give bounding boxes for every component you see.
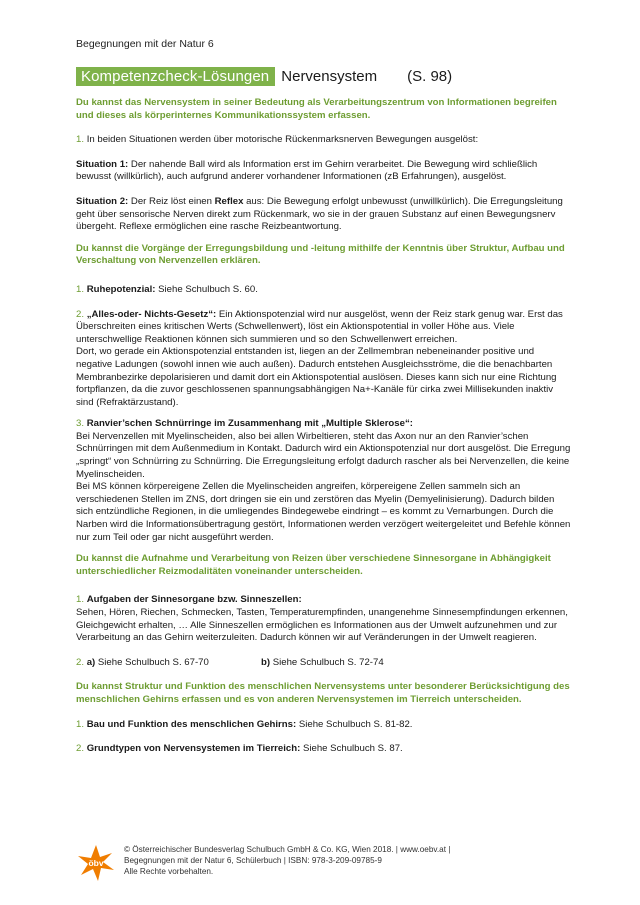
answer-text: Siehe Schulbuch S. 60. <box>155 283 258 295</box>
goal-1: Du kannst das Nervensystem in seiner Bedeutung als Verarbeitungszentrum von Informationen begreifen und dieses als körperinternes Kommunikationssystem erfassen. <box>76 97 557 121</box>
question-text: In beiden Situationen werden über motorische Rückenmarksnerven Bewegungen ausgelöst: <box>86 134 479 146</box>
answer-ranvier-text: Bei Nervenzellen mit Myelinscheiden, also bei allen Wirbeltieren, steht das Axon nur an den Ranvier’schen Schnürringen mit dem Außenmedium in Kontakt. Dadurch wird ein Aktionspotenzial nur dort ausgelöst. Die Erregung „springt“ von Schnürring zu Schnürring. Die Erregungsleitung erfolgt dadurch rascher als bei Nervenzellen, die keine Myelinscheiden. <box>76 430 571 480</box>
title-row <box>76 67 452 86</box>
answer-text: Siehe Schulbuch S. 87. <box>300 743 403 755</box>
answer-number: 2. <box>76 656 85 668</box>
answer-sub-label: a) <box>86 656 96 668</box>
situation-label: Situation 2: <box>76 195 129 207</box>
answer-sinnesorgane <box>76 594 572 607</box>
answer-sinnesorgane-text: Sehen, Hören, Riechen, Schmecken, Tasten, Temperaturempfinden, unangenehme Sinnesempfindungen erkennen, Gleichgewicht erhalten, … Alle Sinneszellen ermöglichen es Informationen aus der Umwelt aufzunehmen und zur Verarbeitung an das Gehirn weiterzuleiten. Dadurch können wir auf Veränderungen in der Umwelt reagieren. <box>76 607 568 644</box>
situation-text-pre: Der Reiz löst einen <box>130 195 215 207</box>
reflex-term: Reflex <box>214 195 244 207</box>
answer-text: Siehe Schulbuch S. 67-70 <box>95 656 209 668</box>
situation-text: aus: Die Bewegung erfolgt unbewusst (unwillkürlich). Die Erregungsleitung geht über sensorische Nerven direkt zum Rückenmark, wo sie in der grauen Substanz auf einen Bewegungsnerv übergeht. Reflexe ermöglichen eine rasche Reizbeantwortung. <box>76 195 563 233</box>
rights-line: Alle Rechte vorbehalten. <box>124 867 214 876</box>
goal-3: Du kannst die Aufnahme und Verarbeitung von Reizen über verschiedene Sinnesorgane in Abhängigkeit unterschiedlicher Reizmodalitäten voneinander unterscheiden. <box>76 553 551 577</box>
answer-number: 3. <box>76 418 85 430</box>
title-topic: Nervensystem <box>281 68 378 85</box>
answer-alles-oder-nichts <box>76 309 572 347</box>
question-1 <box>76 134 572 147</box>
answer-label: „Alles-oder- Nichts-Gesetz“: <box>86 308 217 320</box>
oebv-logo-icon <box>76 843 116 883</box>
book-info-line: Begegnungen mit der Natur 6, Schülerbuch | ISBN: 978-3-209-09785-9 <box>124 856 382 865</box>
answer-label: Ruhepotenzial: <box>86 283 156 295</box>
answer-number: 2. <box>76 308 85 320</box>
footer-text <box>124 844 450 877</box>
answer-label: Bau und Funktion des menschlichen Gehirns: <box>86 718 297 730</box>
answer-gehirn <box>76 719 572 732</box>
situation-1 <box>76 159 572 184</box>
situation-text: Der nahende Ball wird als Information erst im Gehirn verarbeitet. Die Bewegung wird schließlich bewusst (willkürlich), auch aufgrund anderer vorhandener Informationen (zB Erfahrungen), ausgelöst. <box>76 158 538 183</box>
answer-label: Grundtypen von Nervensystemen im Tierreich: <box>86 743 301 755</box>
answer-number: 1. <box>76 718 85 730</box>
content <box>76 97 572 756</box>
answer-2b <box>261 657 446 670</box>
answer-text: Siehe Schulbuch S. 81-82. <box>296 718 413 730</box>
goal-4: Du kannst Struktur und Funktion des menschlichen Nervensystems unter besonderer Berücksichtigung des menschlichen Gehirns erfassen und es von anderen Nervensystemen im Tierreich unterscheiden. <box>76 681 570 705</box>
logo-text: öbv <box>88 858 104 868</box>
goal-2: Du kannst die Vorgänge der Erregungsbildung und -leitung mithilfe der Kenntnis über Struktur, Aufbau und Verschaltung von Nervenzellen erklären. <box>76 242 565 267</box>
answer-label: Ranvier’schen Schnürringe im Zusammenhang mit „Multiple Sklerose“: <box>86 418 413 430</box>
answer-number: 1. <box>76 594 85 606</box>
title-badge: Kompetenzcheck-Lösungen <box>76 67 275 86</box>
footer <box>76 843 572 883</box>
answer-2-row <box>76 657 572 670</box>
answer-alles-oder-nichts-cont: Dort, wo gerade ein Aktionspotenzial entstanden ist, liegen an der Zellmembran nebeneinander positive und negative Ladungen (sowohl innen wie auch außen). Dadurch entstehen Ausgleichsströme, die die benachbarten Membranbezirke depolarisieren und damit dort ein Aktionspotential auslösen. Dieses kann sich nur eine Richtung fortpflanzen, da die zuvor geschlossenen spannungsabhängigen Na+-Kanäle für cirka zwei Millisekunden inaktiv sind (Refraktärzustand). <box>76 346 557 408</box>
answer-label: Aufgaben der Sinnesorgane bzw. Sinneszellen: <box>86 594 302 606</box>
answer-ranvier-ms: Bei MS können körpereigene Zellen die Myelinscheiden angreifen, körpereigene Zellen sammeln sich an verschiedenen Stellen im ZNS, dort dringen sie ein und zerstören das Myelin (Demyelinisierung). Dadurch bilden sich entzündliche Regionen, in die umliegendes Bindegewebe eindringt – es kommt zu Vernarbungen. Durch die Narben wird die Informationsübertragung gestört, Informationen werden verzögert weitergeleitet und Befehle können nur zum Teil oder gar nicht ausgeführt werden. <box>76 481 571 543</box>
answer-grundtypen <box>76 743 572 756</box>
situation-label: Situation 1: <box>76 158 129 170</box>
answer-number: 1. <box>76 283 85 295</box>
answer-sub-label: b) <box>261 656 271 668</box>
answer-ruhepotenzial <box>76 284 572 297</box>
book-header: Begegnungen mit der Natur 6 <box>76 38 214 50</box>
answer-ranvier <box>76 418 572 431</box>
title-page-ref: (S. 98) <box>407 68 453 85</box>
situation-2 <box>76 196 572 234</box>
answer-2a <box>76 657 261 670</box>
copyright-line: © Österreichischer Bundesverlag Schulbuch GmbH & Co. KG, Wien 2018. | www.oebv.at | <box>124 845 451 854</box>
answer-text: Ein Aktionspotenzial wird nur ausgelöst, wenn der Reiz stark genug war. Erst das Überschreiten eines kritischen Werts (Schwellenwert), löst ein Aktionspotential in voller Höhe aus. Viele unterschwellige Reaktionen können sich summieren und so den Schwellenwert erreichen. <box>76 308 563 345</box>
answer-number: 2. <box>76 743 85 755</box>
answer-text: Siehe Schulbuch S. 72-74 <box>270 656 384 668</box>
question-number: 1. <box>76 134 85 146</box>
